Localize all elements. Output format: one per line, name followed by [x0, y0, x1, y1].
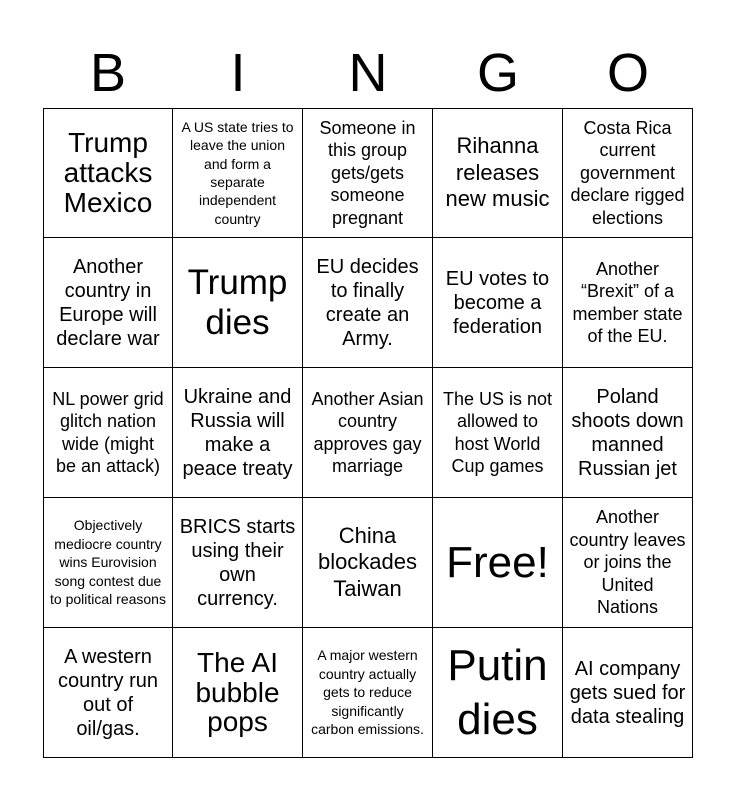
cell-text: Costa Rica current government declare rigged elections: [570, 117, 685, 228]
header-letter-i: I: [230, 43, 246, 103]
cell-text: Someone in this group gets/gets someone pregnant: [319, 117, 416, 228]
bingo-header: [43, 38, 693, 108]
bingo-cell-r3c4[interactable]: [433, 368, 563, 498]
bingo-cell-r5c1[interactable]: [43, 628, 173, 758]
bingo-cell-r3c5[interactable]: [563, 368, 693, 498]
bingo-cell-r2c2[interactable]: [173, 238, 303, 368]
cell-text: A major western country actually gets to reduce significantly carbon emissions.: [311, 647, 424, 738]
bingo-cell-r4c1[interactable]: [43, 498, 173, 628]
bingo-cell-r5c5[interactable]: [563, 628, 693, 758]
cell-text: Another country leaves or joins the United Nations: [569, 507, 686, 618]
cell-text: Another Asian country approves gay marriage: [311, 388, 424, 476]
cell-text: EU decides to finally create an Army.: [316, 255, 419, 350]
cell-text: China blockades Taiwan: [317, 522, 418, 601]
cell-text: Another “Brexit” of a member state of the EU.: [572, 258, 683, 346]
bingo-cell-r1c4[interactable]: [433, 108, 563, 238]
cell-text: A western country run out of oil/gas.: [57, 645, 159, 740]
cell-text: Another country in Europe will declare war: [56, 255, 160, 350]
cell-text: Putin dies: [447, 640, 548, 744]
header-letter-o: O: [606, 43, 649, 103]
bingo-card-grid: [43, 108, 693, 758]
header-letter-n: N: [348, 43, 388, 103]
cell-text: Rihanna releases new music: [445, 133, 550, 212]
cell-text: Trump dies: [187, 263, 288, 342]
bingo-cell-r3c3[interactable]: [303, 368, 433, 498]
cell-text: AI company gets sued for data stealing: [569, 657, 686, 728]
bingo-cell-r1c2[interactable]: [173, 108, 303, 238]
bingo-cell-r4c2[interactable]: [173, 498, 303, 628]
bingo-cell-r3c1[interactable]: [43, 368, 173, 498]
bingo-cell-r1c3[interactable]: [303, 108, 433, 238]
cell-text: Poland shoots down manned Russian jet: [571, 385, 684, 480]
bingo-cell-r3c2[interactable]: [173, 368, 303, 498]
bingo-cell-r2c3[interactable]: [303, 238, 433, 368]
header-letter-g: G: [476, 43, 519, 103]
bingo-cell-r2c5[interactable]: [563, 238, 693, 368]
bingo-cell-r5c2[interactable]: [173, 628, 303, 758]
bingo-cell-r2c4[interactable]: [433, 238, 563, 368]
cell-text: The AI bubble pops: [195, 646, 280, 738]
cell-text: Objectively mediocre country wins Eurovision song contest due to political reasons: [50, 517, 166, 608]
bingo-cell-r4c5[interactable]: [563, 498, 693, 628]
cell-text: EU votes to become a federation: [445, 267, 550, 338]
cell-text: Ukraine and Russia will make a peace treaty: [182, 385, 293, 480]
bingo-cell-r5c3[interactable]: [303, 628, 433, 758]
free-space-text: Free!: [446, 537, 549, 587]
bingo-cell-r2c1[interactable]: [43, 238, 173, 368]
cell-text: BRICS starts using their own currency.: [179, 515, 296, 610]
cell-text: NL power grid glitch nation wide (might be an attack): [52, 388, 164, 476]
header-letter-b: B: [89, 43, 127, 103]
bingo-cell-r4c4[interactable]: [433, 498, 563, 628]
bingo-cell-r1c1[interactable]: [43, 108, 173, 238]
bingo-cell-r4c3[interactable]: [303, 498, 433, 628]
bingo-cell-r1c5[interactable]: [563, 108, 693, 238]
cell-text: Trump attacks Mexico: [63, 127, 153, 218]
bingo-cell-r5c4[interactable]: [433, 628, 563, 758]
cell-text: The US is not allowed to host World Cup games: [442, 388, 553, 476]
cell-text: A US state tries to leave the union and form a separate independent country: [181, 118, 294, 227]
